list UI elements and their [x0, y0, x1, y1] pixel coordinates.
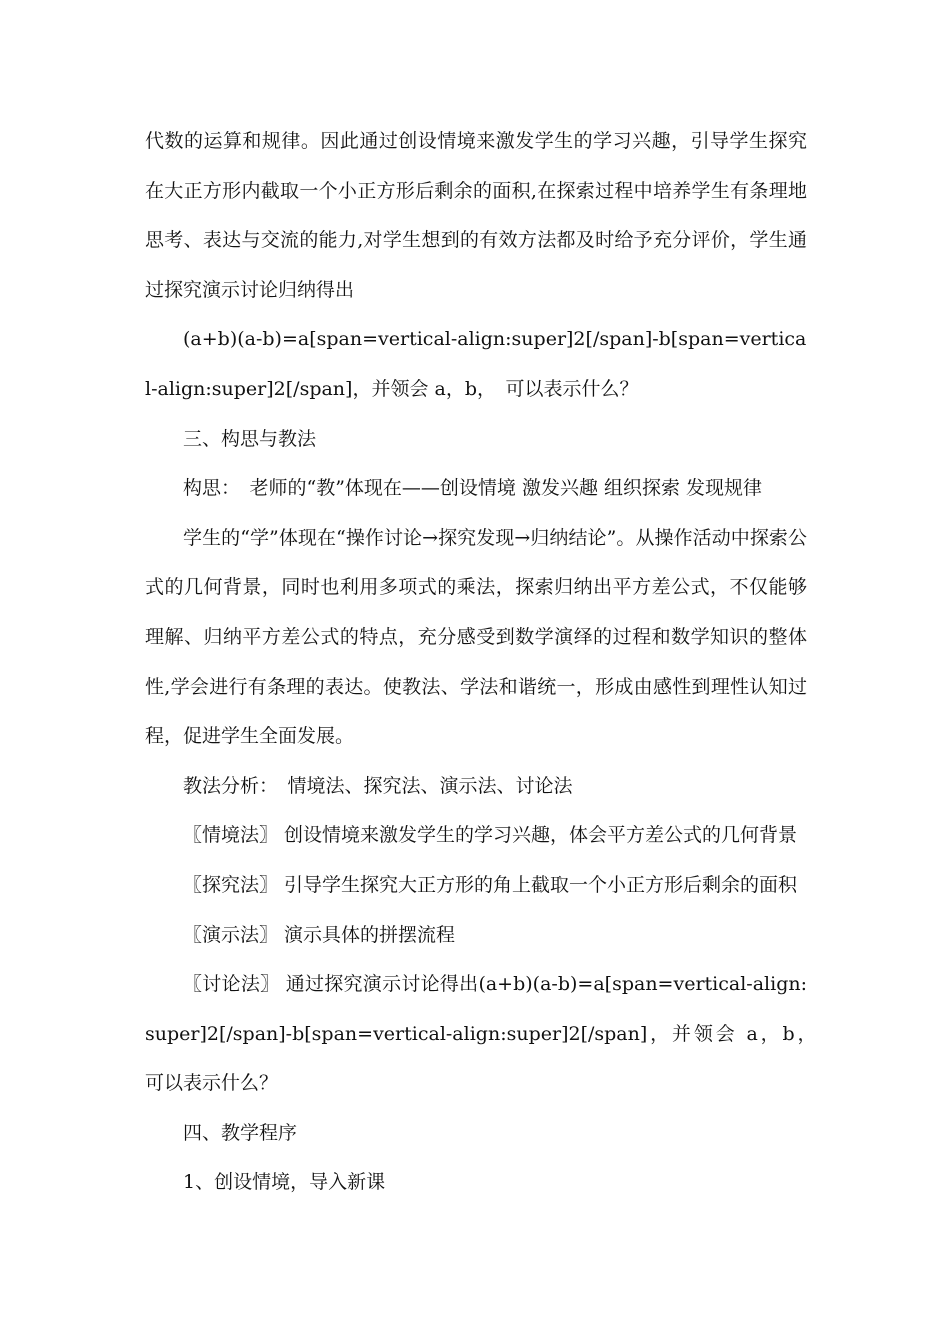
paragraph-discussion-method: 〖讨论法〗 通过探究演示讨论得出(a+b)(a-b)=a[span=vertical-align:super]2[/span]-b[span=vertical-align:super]2[/span]，并领会 a，b， 可以表示什么？: [145, 973, 827, 1095]
paragraph-concept: 构思： 老师的“教”体现在——创设情境 激发兴趣 组织探索 发现规律: [183, 477, 763, 500]
document-body: [145, 117, 827, 1208]
paragraph-method-analysis: 教法分析： 情境法、探究法、演示法、讨论法: [183, 774, 573, 797]
paragraph-demonstration-method: 〖演示法〗 演示具体的拼摆流程: [183, 923, 456, 946]
paragraph-exploration-method: 〖探究法〗 引导学生探究大正方形的角上截取一个小正方形后剩余的面积: [183, 873, 798, 896]
paragraph-intro-continuation: 代数的运算和规律。因此通过创设情境来激发学生的学习兴趣，引导学生探究在大正方形内截取一个小正方形后剩余的面积,在探索过程中培养学生有条理地思考、表达与交流的能力,对学生想到的有效方法都及时给予充分评价，学生通过探究演示讨论归纳得出: [145, 130, 807, 301]
paragraph-student-learning: 学生的“学”体现在“操作讨论→探究发现→归纳结论”。从操作活动中探索公式的几何背景，同时也利用多项式的乘法，探索归纳出平方差公式，不仅能够理解、归纳平方差公式的特点，充分感受到数学演绎的过程和数学知识的整体性,学会进行有条理的表达。使教法、学法和谐统一，形成由感性到理性认知过程，促进学生全面发展。: [145, 526, 807, 748]
section-heading-teaching-procedure: 四、教学程序: [183, 1121, 298, 1144]
paragraph-formula: (a+b)(a-b)=a[span=vertical-align:super]2[/span]-b[span=vertical-align:super]2[/span]，并领会 a，b， 可以表示什么？: [145, 328, 807, 400]
section-heading-concept-and-method: 三、构思与教法: [183, 427, 317, 450]
paragraph-situational-method: 〖情境法〗 创设情境来激发学生的学习兴趣，体会平方差公式的几何背景: [183, 824, 798, 847]
subheading-introduce-new-lesson: 1、创设情境，导入新课: [183, 1171, 386, 1194]
